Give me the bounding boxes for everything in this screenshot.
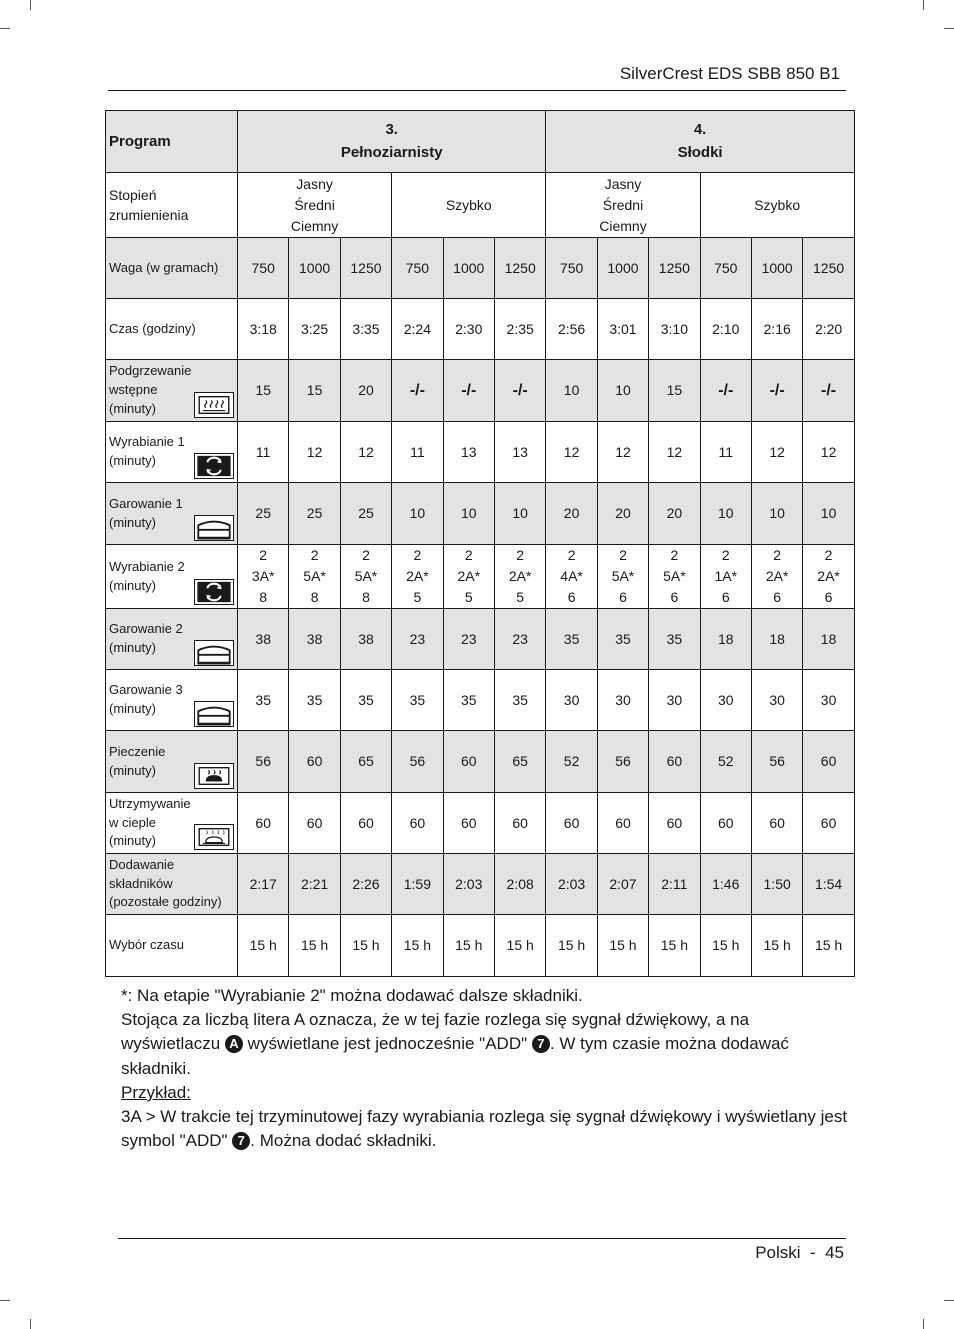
table-cell: 18 <box>700 609 751 670</box>
table-cell: 1:46 <box>700 854 751 915</box>
table-cell: 25 <box>340 483 391 545</box>
table-cell: 56 <box>392 731 443 793</box>
table-cell: 30 <box>649 670 700 731</box>
table-cell: 35 <box>597 609 648 670</box>
table-cell: 1000 <box>751 238 802 299</box>
row-label <box>106 483 238 545</box>
table-cell: 12 <box>546 422 597 483</box>
table-cell: 20 <box>649 483 700 545</box>
table-cell: 38 <box>340 609 391 670</box>
table-cell: -/- <box>392 360 443 422</box>
table-cell: 60 <box>494 793 545 854</box>
row-label-text: Pieczenie (minuty) <box>109 743 166 778</box>
table-cell: 35 <box>649 609 700 670</box>
table-cell: 25 <box>289 483 340 545</box>
table-cell: 18 <box>803 609 854 670</box>
table-cell: 12 <box>803 422 854 483</box>
table-cell: 60 <box>443 793 494 854</box>
table-cell: 60 <box>289 793 340 854</box>
table-cell: 2:21 <box>289 854 340 915</box>
knead-icon <box>194 453 234 479</box>
table-cell: 3:25 <box>289 299 340 360</box>
crop-mark <box>923 1319 924 1329</box>
table-cell: 20 <box>546 483 597 545</box>
table-row <box>106 670 855 731</box>
row-label-text: Wyrabianie 2 (minuty) <box>109 558 185 593</box>
table-cell: 11 <box>238 422 289 483</box>
table-cell: -/- <box>700 360 751 422</box>
browning-levels-p4 <box>546 173 700 238</box>
row-label <box>106 545 238 609</box>
table-cell: 2:03 <box>443 854 494 915</box>
table-row <box>106 299 855 360</box>
table-cell: 12 <box>340 422 391 483</box>
row-label <box>106 299 238 360</box>
table-cell: 30 <box>803 670 854 731</box>
browning-levels-p3 <box>238 173 392 238</box>
table-cell: 10 <box>803 483 854 545</box>
note-alarm <box>121 1008 851 1081</box>
table-cell: 60 <box>700 793 751 854</box>
row-label <box>106 854 238 915</box>
program-table <box>105 110 855 977</box>
table-cell: 1:59 <box>392 854 443 915</box>
table-cell: 13 <box>494 422 545 483</box>
table-cell: 65 <box>494 731 545 793</box>
table-cell: 2 5A* 8 <box>289 545 340 609</box>
table-cell: 15 h <box>340 915 391 977</box>
bake-icon <box>194 763 234 789</box>
table-row <box>106 609 855 670</box>
program-label: Program <box>106 111 238 173</box>
program-3-header <box>238 111 546 173</box>
table-cell: 35 <box>546 609 597 670</box>
table-cell: 2:11 <box>649 854 700 915</box>
table-row <box>106 238 855 299</box>
table-cell: 35 <box>494 670 545 731</box>
table-cell: 15 h <box>494 915 545 977</box>
table-cell: 12 <box>751 422 802 483</box>
table-cell: 750 <box>238 238 289 299</box>
table-cell: 65 <box>340 731 391 793</box>
table-cell: 15 h <box>700 915 751 977</box>
table-cell: 2:30 <box>443 299 494 360</box>
table-cell: 1000 <box>289 238 340 299</box>
table-cell: 30 <box>751 670 802 731</box>
table-cell: 10 <box>443 483 494 545</box>
table-cell: 15 h <box>443 915 494 977</box>
table-cell: 56 <box>751 731 802 793</box>
table-cell: 10 <box>597 360 648 422</box>
table-cell: 15 <box>238 360 289 422</box>
add-marker-icon: 7 <box>532 1035 550 1053</box>
table-cell: 2:20 <box>803 299 854 360</box>
table-cell: 1:54 <box>803 854 854 915</box>
note-alarm-text-a: Stojąca za liczbą litera A oznacza, że w tej fazie rozlega się sygnał dźwiękowy, a na wyświetlaczu <box>121 1010 750 1054</box>
table-cell: 15 h <box>546 915 597 977</box>
row-label-text: Wybór czasu <box>109 937 185 953</box>
table-row <box>106 545 855 609</box>
crop-mark <box>0 28 10 29</box>
table-cell: 2:26 <box>340 854 391 915</box>
table-cell: 20 <box>340 360 391 422</box>
table-cell: 2:16 <box>751 299 802 360</box>
table-cell: 60 <box>289 731 340 793</box>
table-row <box>106 915 855 977</box>
note-alarm-text-c: . W tym czasie można dodawać składniki. <box>121 1034 789 1078</box>
preheat-icon <box>194 392 234 418</box>
program-4-header <box>546 111 854 173</box>
table-cell: 11 <box>700 422 751 483</box>
note-alarm-text-b: wyświetlane jest jednocześnie "ADD" <box>247 1034 528 1054</box>
table-cell: -/- <box>803 360 854 422</box>
table-cell: 2 5A* 6 <box>649 545 700 609</box>
table-cell: -/- <box>494 360 545 422</box>
table-cell: 38 <box>238 609 289 670</box>
program-3-name: Pełnoziarnisty <box>340 143 443 161</box>
table-cell: 30 <box>546 670 597 731</box>
table-cell: 15 h <box>751 915 802 977</box>
table-cell: 15 <box>289 360 340 422</box>
table-cell: 2 4A* 6 <box>546 545 597 609</box>
row-label-text: Utrzymywanie w cieple (minuty) <box>109 795 191 849</box>
table-cell: 1000 <box>597 238 648 299</box>
table-cell: 12 <box>289 422 340 483</box>
table-cell: 2:56 <box>546 299 597 360</box>
table-cell: 52 <box>700 731 751 793</box>
table-cell: 2:10 <box>700 299 751 360</box>
table-cell: 52 <box>546 731 597 793</box>
table-cell: 15 h <box>392 915 443 977</box>
table-cell: 11 <box>392 422 443 483</box>
crop-mark <box>0 1300 10 1301</box>
browning-light: Jasny <box>296 175 333 192</box>
table-cell: 12 <box>649 422 700 483</box>
table-row <box>106 731 855 793</box>
row-label <box>106 793 238 854</box>
crop-mark <box>944 1300 954 1301</box>
example-label: Przykład: <box>121 1082 191 1102</box>
table-cell: 2 1A* 6 <box>700 545 751 609</box>
table-cell: 12 <box>597 422 648 483</box>
note-asterisk: *: Na etapie "Wyrabianie 2" można dodawać dalsze składniki. <box>121 986 583 1005</box>
browning-dark: Ciemny <box>599 217 647 234</box>
browning-fast-p3: Szybko <box>392 173 546 238</box>
table-cell: 35 <box>443 670 494 731</box>
table-cell: 750 <box>392 238 443 299</box>
row-label-text: Waga (w gramach) <box>109 259 219 275</box>
table-cell: 2 2A* 5 <box>443 545 494 609</box>
table-cell: 25 <box>238 483 289 545</box>
table-cell: 3:01 <box>597 299 648 360</box>
row-label <box>106 670 238 731</box>
footer-rule <box>118 1238 846 1239</box>
row-label-text: Dodawanie składników (pozostałe godziny) <box>109 856 222 910</box>
example-text-a: 3A > W trakcie tej trzyminutowej fazy wyrabiania rozlega się sygnał dźwiękowy i wyświetlany jest symbol "ADD" <box>121 1107 848 1151</box>
program-header-row <box>106 111 855 173</box>
table-cell: 2 2A* 6 <box>751 545 802 609</box>
browning-label: Stopień zrumienienia <box>106 173 238 238</box>
row-label-text: Wyrabianie 1 (minuty) <box>109 434 185 468</box>
table-cell: 750 <box>546 238 597 299</box>
row-label <box>106 360 238 422</box>
table-cell: 1250 <box>649 238 700 299</box>
table-cell: 2:35 <box>494 299 545 360</box>
table-cell: 23 <box>494 609 545 670</box>
row-label-text: Garowanie 3 (minuty) <box>109 682 183 716</box>
table-cell: 1250 <box>803 238 854 299</box>
table-cell: 15 h <box>649 915 700 977</box>
table-cell: 2:07 <box>597 854 648 915</box>
program-table-body <box>106 111 855 977</box>
table-cell: 2 5A* 8 <box>340 545 391 609</box>
row-label <box>106 731 238 793</box>
table-row <box>106 360 855 422</box>
notes <box>121 984 851 1153</box>
table-cell: 3:10 <box>649 299 700 360</box>
row-label <box>106 609 238 670</box>
table-cell: 3:18 <box>238 299 289 360</box>
table-cell: 60 <box>649 793 700 854</box>
table-cell: 2 3A* 8 <box>238 545 289 609</box>
table-cell: 56 <box>238 731 289 793</box>
example-text <box>121 1105 851 1153</box>
table-row <box>106 483 855 545</box>
program-3-number: 3. <box>385 121 398 138</box>
table-cell: 10 <box>392 483 443 545</box>
table-cell: 23 <box>443 609 494 670</box>
table-cell: 2 2A* 5 <box>392 545 443 609</box>
browning-medium: Średni <box>294 196 335 213</box>
table-cell: -/- <box>751 360 802 422</box>
table-row <box>106 854 855 915</box>
table-cell: 10 <box>494 483 545 545</box>
table-cell: 23 <box>392 609 443 670</box>
table-cell: 38 <box>289 609 340 670</box>
table-cell: 60 <box>443 731 494 793</box>
rise-icon <box>194 640 234 666</box>
table-cell: -/- <box>443 360 494 422</box>
table-cell: 1250 <box>340 238 391 299</box>
table-cell: 15 h <box>803 915 854 977</box>
table-cell: 60 <box>238 793 289 854</box>
header-rule <box>108 90 846 91</box>
browning-light: Jasny <box>604 175 642 192</box>
table-cell: 2:08 <box>494 854 545 915</box>
table-cell: 18 <box>751 609 802 670</box>
table-cell: 2:24 <box>392 299 443 360</box>
table-cell: 15 <box>649 360 700 422</box>
table-cell: 2 5A* 6 <box>597 545 648 609</box>
table-cell: 13 <box>443 422 494 483</box>
header-title: SilverCrest EDS SBB 850 B1 <box>619 64 840 83</box>
browning-dark: Ciemny <box>290 217 339 234</box>
table-cell: 60 <box>597 793 648 854</box>
program-4-number: 4. <box>693 121 707 138</box>
display-marker-icon: A <box>225 1035 243 1053</box>
table-cell: 35 <box>238 670 289 731</box>
table-cell: 30 <box>597 670 648 731</box>
table-cell: 35 <box>340 670 391 731</box>
row-label-text: Garowanie 1 (minuty) <box>109 495 183 530</box>
row-label <box>106 915 238 977</box>
table-cell: 60 <box>803 793 854 854</box>
table-cell: 2:17 <box>238 854 289 915</box>
browning-medium: Średni <box>602 196 644 213</box>
row-label <box>106 422 238 483</box>
table-cell: 1000 <box>443 238 494 299</box>
crop-mark <box>30 0 31 10</box>
crop-mark <box>923 0 924 10</box>
browning-row <box>106 173 855 238</box>
table-cell: 15 h <box>289 915 340 977</box>
program-4-name: Słodki <box>677 143 723 161</box>
example-text-b: . Można dodać składniki. <box>250 1131 437 1151</box>
table-cell: 35 <box>289 670 340 731</box>
table-cell: 15 h <box>238 915 289 977</box>
row-label-text: Podgrzewanie wstępne (minuty) <box>109 363 192 416</box>
table-cell: 15 h <box>597 915 648 977</box>
rise-icon <box>194 515 234 541</box>
browning-fast-p4: Szybko <box>700 173 854 238</box>
table-cell: 10 <box>700 483 751 545</box>
table-row <box>106 422 855 483</box>
table-cell: 60 <box>392 793 443 854</box>
knead-icon <box>194 579 234 605</box>
add-marker-icon: 7 <box>232 1132 250 1150</box>
table-cell: 60 <box>546 793 597 854</box>
keep-warm-icon <box>194 824 234 850</box>
table-cell: 60 <box>340 793 391 854</box>
table-cell: 750 <box>700 238 751 299</box>
table-cell: 60 <box>803 731 854 793</box>
table-cell: 1250 <box>494 238 545 299</box>
table-cell: 20 <box>597 483 648 545</box>
page-number: Polski - 45 <box>755 1243 844 1262</box>
row-label-text: Czas (godziny) <box>109 320 196 336</box>
row-label <box>106 238 238 299</box>
table-cell: 35 <box>392 670 443 731</box>
table-cell: 1:50 <box>751 854 802 915</box>
table-row <box>106 793 855 854</box>
crop-mark <box>944 28 954 29</box>
table-cell: 60 <box>751 793 802 854</box>
table-cell: 56 <box>597 731 648 793</box>
table-cell: 2:03 <box>546 854 597 915</box>
table-cell: 30 <box>700 670 751 731</box>
table-cell: 2 2A* 5 <box>494 545 545 609</box>
table-cell: 10 <box>751 483 802 545</box>
table-cell: 60 <box>649 731 700 793</box>
table-cell: 2 2A* 6 <box>803 545 854 609</box>
row-label-text: Garowanie 2 (minuty) <box>109 621 183 655</box>
table-cell: 10 <box>546 360 597 422</box>
rise-icon <box>194 701 234 727</box>
table-cell: 3:35 <box>340 299 391 360</box>
crop-mark <box>30 1319 31 1329</box>
